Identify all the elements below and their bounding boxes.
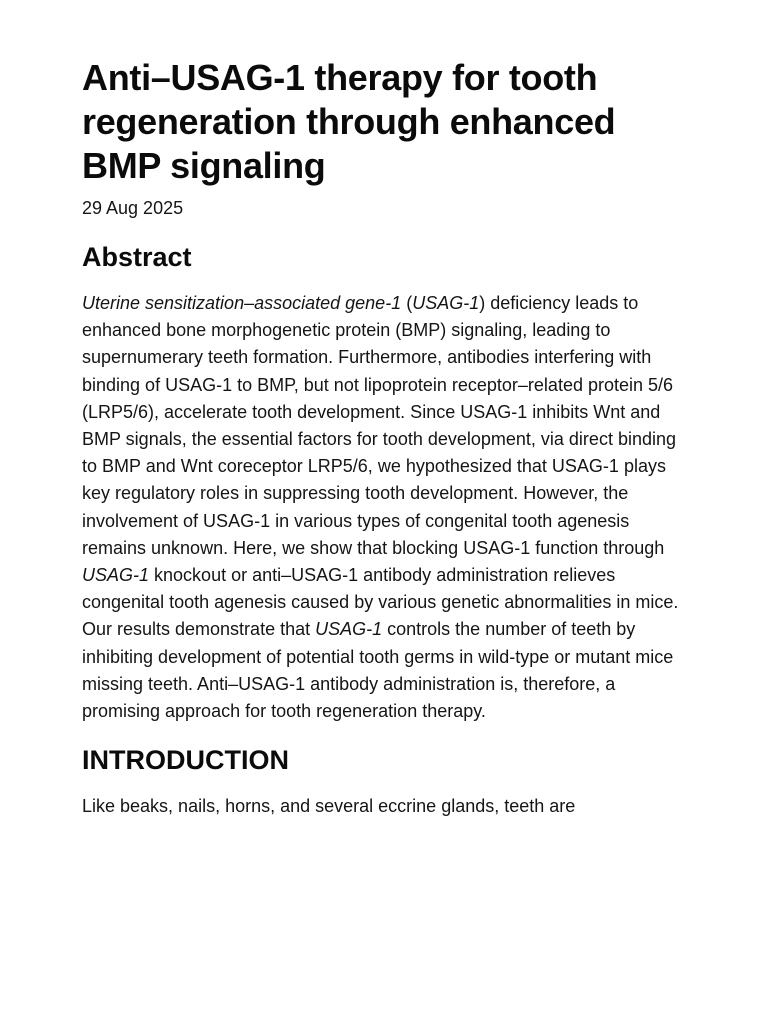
gene-name-full: Uterine sensitization–associated gene-1: [82, 293, 402, 313]
abstract-text-segment: knockout or anti–USAG-1 antibody administration relieves congenital tooth agenesis caused by various genetic abnormalities in mice. Our results demonstrate that: [82, 565, 679, 640]
gene-symbol: USAG-1: [412, 293, 480, 313]
introduction-text: Like beaks, nails, horns, and several eccrine glands, teeth are: [82, 796, 576, 817]
gene-symbol: USAG-1: [315, 619, 383, 640]
article-title: Anti–USAG-1 therapy for tooth regeneration through enhanced BMP signaling: [82, 57, 616, 186]
abstract-heading: Abstract: [82, 242, 192, 272]
abstract-text: [82, 290, 686, 725]
gene-symbol: USAG-1: [82, 565, 150, 586]
publication-date: 29 Aug 2025: [82, 198, 184, 218]
abstract-text-segment: ) deficiency leads to enhanced bone morphogenetic protein (BMP) signaling, leading to supernumerary teeth formation. Furthermore, antibodies interfering with binding of USAG-1 to BMP, but not lipoprotein receptor–related protein 5/6 (LRP5/6), accelerate tooth development. Since USAG-1 inhibits Wnt and BMP signals, the essential factors for tooth development, via direct binding to BMP and Wnt coreceptor LRP5/6, we hypothesized that USAG-1 plays key regulatory roles in suppressing tooth development. However, the involvement of USAG-1 in various types of congenital tooth agenesis remains unknown. Here, we show that blocking USAG-1 function through: [82, 293, 676, 558]
introduction-heading: INTRODUCTION: [82, 745, 289, 776]
abstract-text-segment: (: [401, 293, 413, 313]
abstract-text-segment: controls the number of teeth by inhibiting development of potential tooth germs in wild-type or mutant mice missing teeth. Anti–USAG-1 antibody administration is, therefore, a promising approach for tooth regeneration therapy.: [82, 619, 674, 722]
